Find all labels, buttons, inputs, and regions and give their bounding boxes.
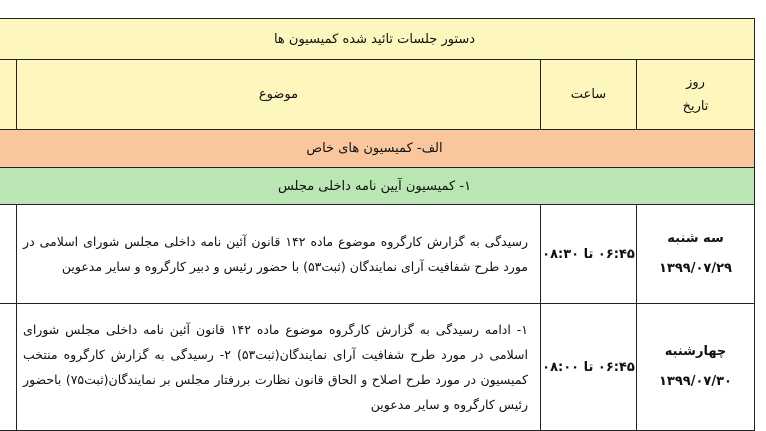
extra-column-cell [0, 60, 17, 130]
time-cell: ۰۶:۴۵ تا ۰۸:۳۰ [541, 205, 637, 304]
day-date-cell [637, 304, 755, 431]
table-title: دستور جلسات تائید شده کمیسیون ها [0, 19, 755, 60]
section-row [0, 130, 755, 168]
extra-column-cell [0, 304, 17, 431]
extra-column-cell [0, 205, 17, 304]
time-header: ساعت [541, 60, 637, 130]
day-date-header [637, 60, 755, 130]
date-value: ۱۳۹۹/۰۷/۲۹ [659, 261, 732, 276]
day-date-cell [637, 205, 755, 304]
date-header-label: تاریخ [682, 98, 709, 114]
day-name: چهارشنبه [664, 344, 727, 359]
table-row [0, 304, 755, 431]
topic-cell: رسیدگی به گزارش کارگروه موضوع ماده ۱۴۲ قانون آئین نامه داخلی مجلس شورای اسلامی در مورد طرح شفافیت آرای نمایندگان (ثبت۵۳) با حضور رئیس و دبیر کارگروه و سایر مدعوین [17, 205, 541, 304]
committee-title: ۱- کمیسیون آیین نامه داخلی مجلس [0, 168, 755, 205]
day-name: سه شنبه [667, 231, 724, 246]
topic-cell: ۱- ادامه رسیدگی به گزارش کارگروه موضوع ماده ۱۴۲ قانون آئین نامه داخلی مجلس شورای اسلامی در مورد طرح شفافیت آرای نمایندگان(ثبت۵۳) ۲- رسیدگی به گزارش کارگروه منتخب کمیسیون در مورد طرح اصلاح و الحاق قانون نظارت بررفتار مجلس بر نمایندگان(ثبت۷۵) باحضور رئیس کارگروه و سایر مدعوین [17, 304, 541, 431]
committee-row [0, 168, 755, 205]
section-title: الف- کمیسیون های خاص [0, 130, 755, 168]
topic-header: موضوع [17, 60, 541, 130]
date-value: ۱۳۹۹/۰۷/۳۰ [659, 374, 732, 389]
table-row [0, 205, 755, 304]
agenda-table [0, 18, 755, 431]
time-cell: ۰۶:۴۵ تا ۰۸:۰۰ [541, 304, 637, 431]
title-row [0, 19, 755, 60]
header-row [0, 60, 755, 130]
day-header-label: روز [686, 74, 705, 90]
